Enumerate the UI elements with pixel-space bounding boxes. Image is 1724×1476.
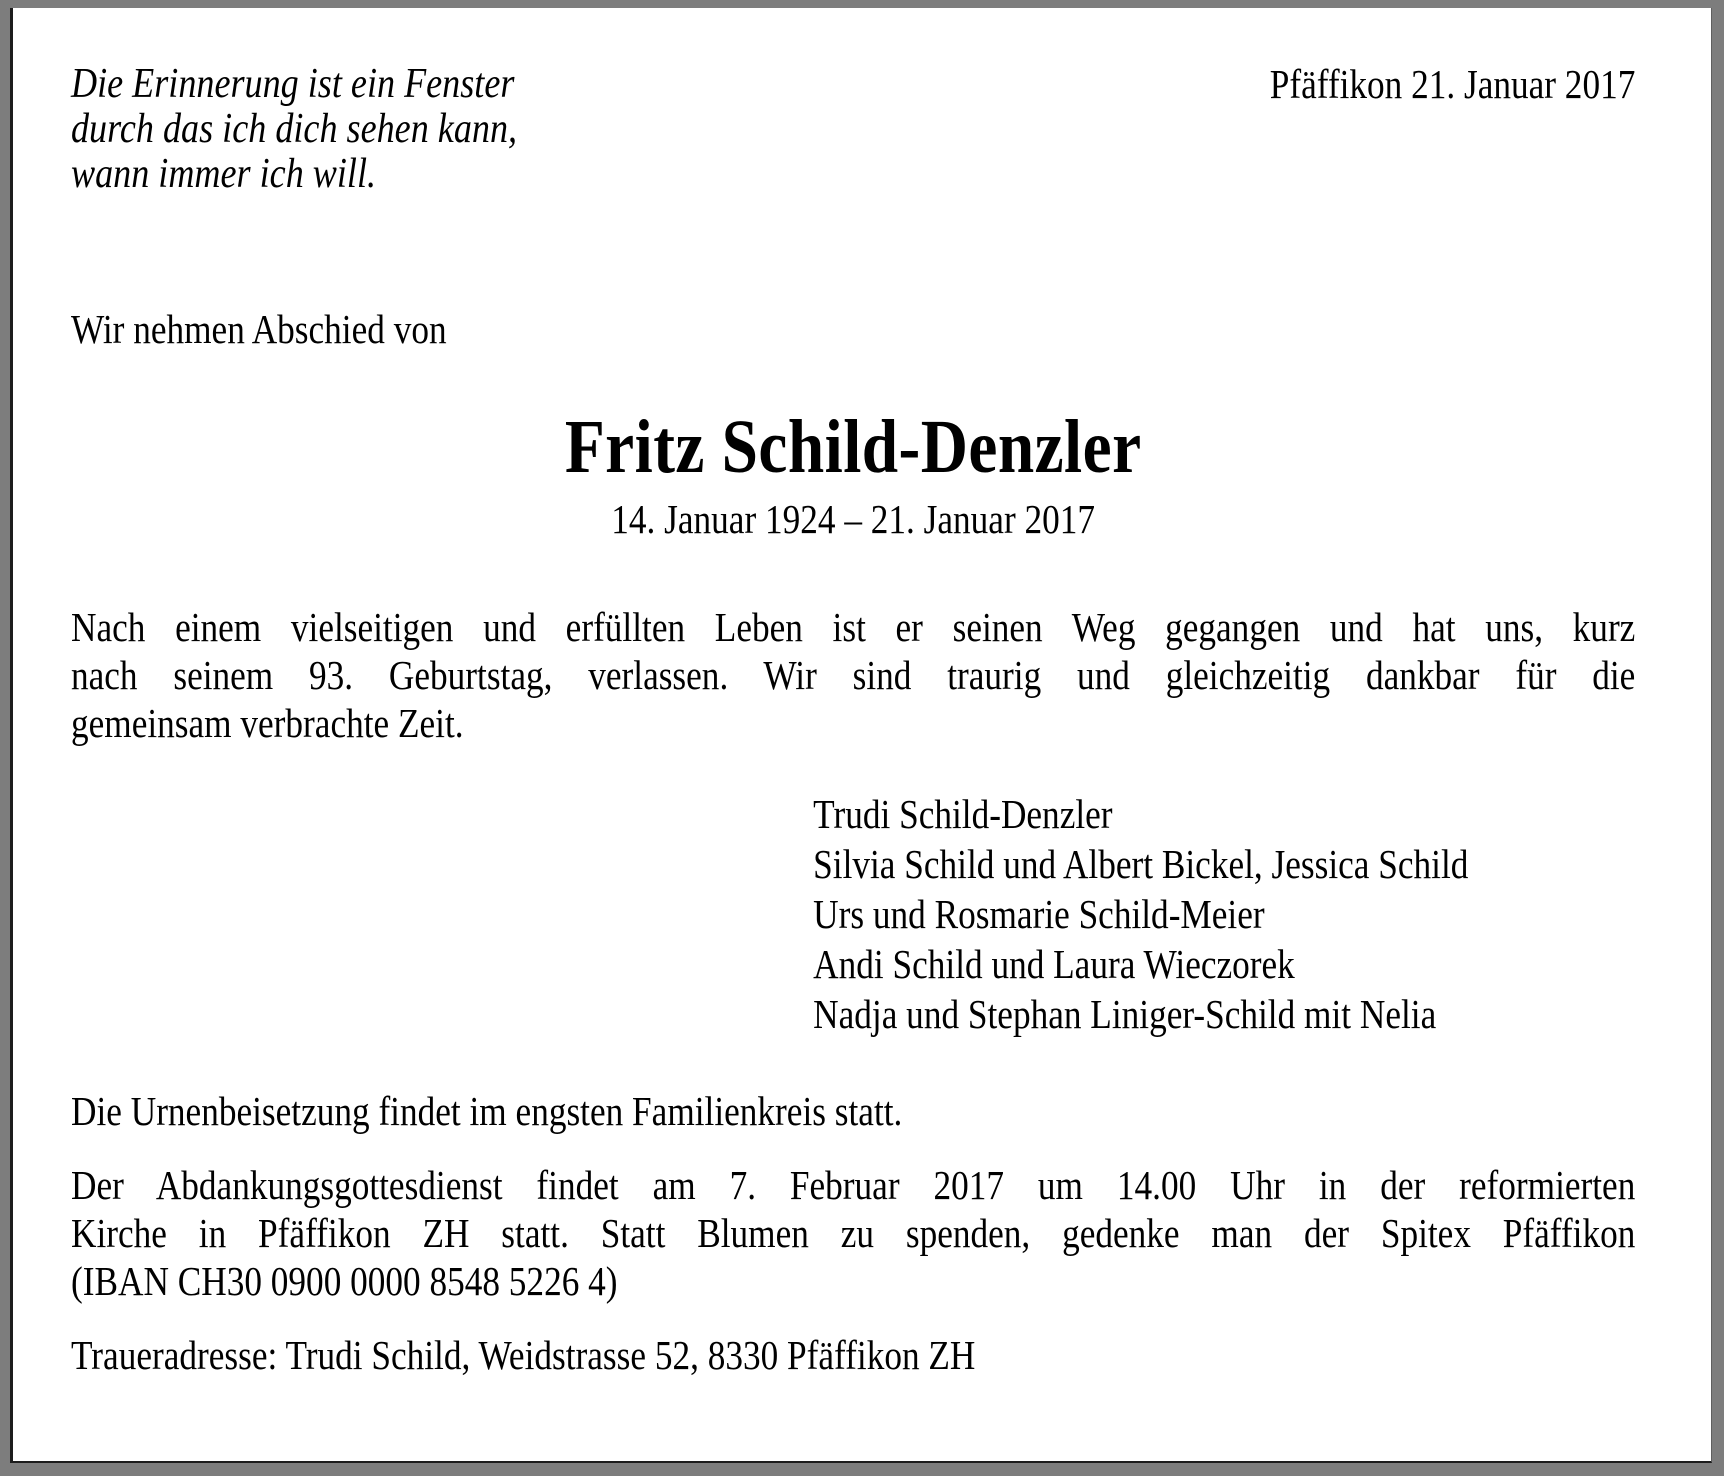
place-dateline: Pfäffikon 21. Januar 2017 — [1269, 61, 1636, 107]
quote-line: durch das ich dich sehen kann, — [71, 106, 518, 152]
mourners-list — [813, 789, 1635, 1039]
paragraph-line: Kirche in Pfäffikon ZH statt. Statt Blumen zu spenden, gedenke man der Spitex Pfäffikon — [71, 1210, 1636, 1256]
quote-line: Die Erinnerung ist ein Fenster — [71, 61, 515, 107]
mourner-name: Urs und Rosmarie Schild-Meier — [813, 891, 1265, 937]
farewell-intro: Wir nehmen Abschied von — [71, 306, 447, 352]
deceased-name: Fritz Schild-Denzler — [564, 405, 1142, 489]
condolence-address: Traueradresse: Trudi Schild, Weidstrasse 52, 8330 Pfäffikon ZH — [71, 1332, 976, 1378]
mourner-name: Trudi Schild-Denzler — [813, 791, 1113, 837]
memorial-quote — [71, 62, 517, 197]
paragraph-line: gemeinsam verbrachte Zeit. — [71, 700, 464, 746]
mourner-name: Nadja und Stephan Liniger-Schild mit Nelia — [813, 991, 1437, 1037]
paragraph-line: nach seinem 93. Geburtstag, verlassen. Wir sind traurig und gleichzeitig dankbar für die — [71, 652, 1636, 698]
paragraph-line: Nach einem vielseitigen und erfüllten Leben ist er seinen Weg gegangen und hat uns, kurz — [71, 604, 1636, 650]
quote-line: wann immer ich will. — [71, 151, 377, 197]
mourner-name: Silvia Schild und Albert Bickel, Jessica Schild — [813, 841, 1469, 887]
service-paragraph — [71, 1161, 1635, 1305]
life-dates: 14. Januar 1924 – 21. Januar 2017 — [611, 496, 1096, 542]
notice-header — [71, 62, 1635, 197]
mourner-name: Andi Schild und Laura Wieczorek — [813, 941, 1295, 987]
notice-paper — [10, 8, 1712, 1463]
burial-notice: Die Urnenbeisetzung findet im engsten Familienkreis statt. — [71, 1088, 903, 1134]
paragraph-line: Der Abdankungsgottesdienst findet am 7. Februar 2017 um 14.00 Uhr in der reformierten — [71, 1162, 1636, 1208]
farewell-paragraph — [71, 603, 1635, 747]
notice-content — [71, 62, 1635, 1379]
paragraph-line: (IBAN CH30 0900 0000 8548 5226 4) — [71, 1258, 618, 1304]
